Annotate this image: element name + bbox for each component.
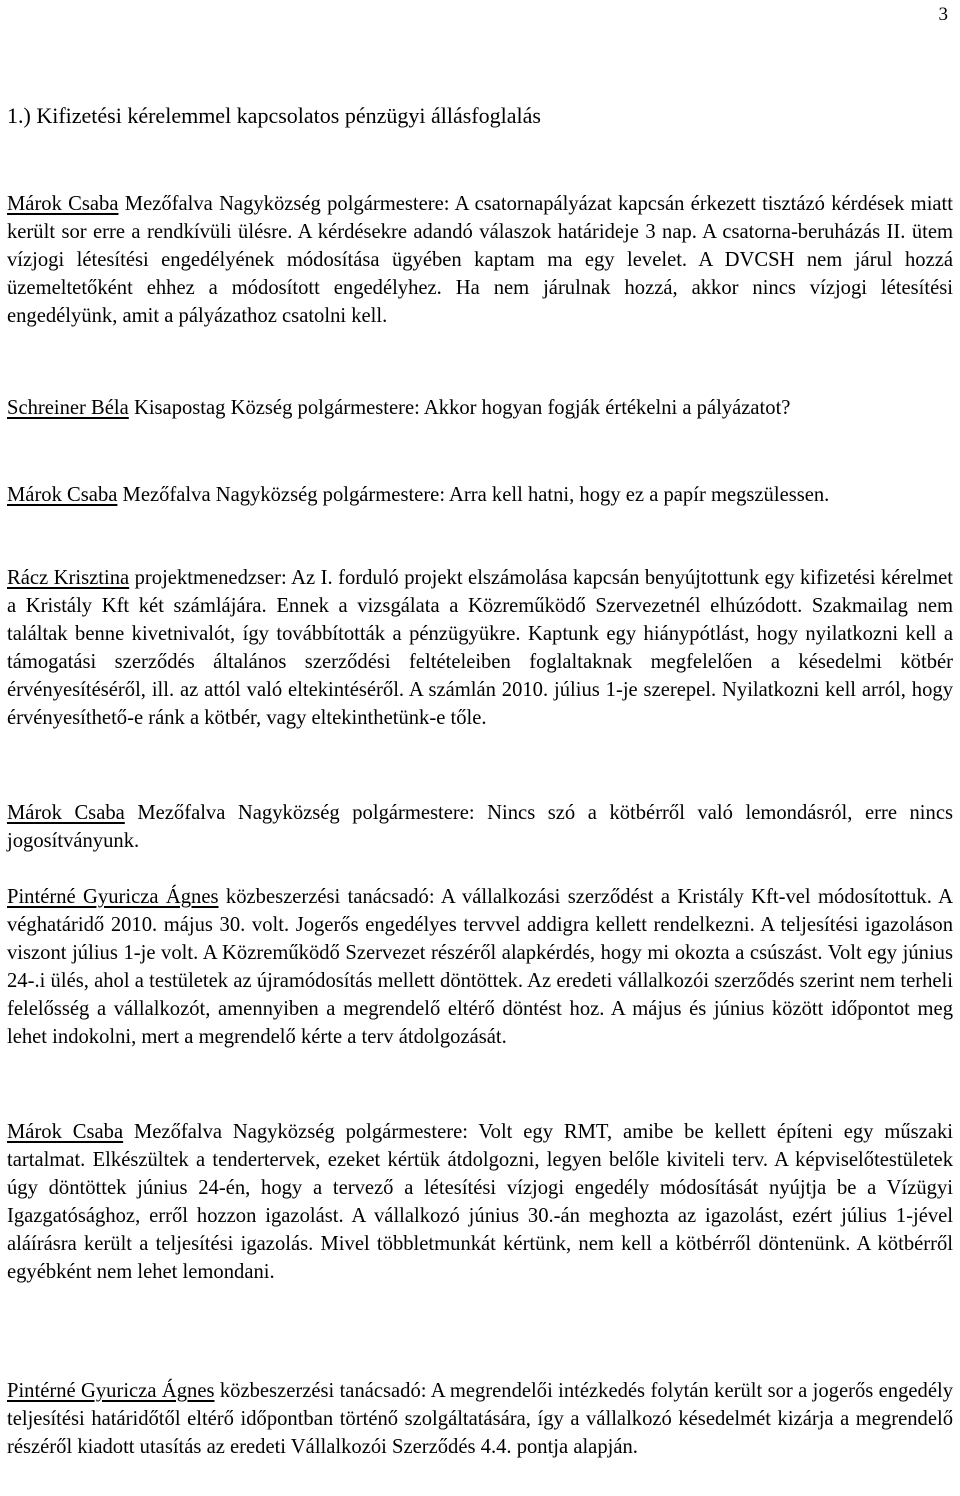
section-title: 1.) Kifizetési kérelemmel kapcsolatos pénzügyi állásfoglalás [7, 103, 541, 128]
paragraph-text: közbeszerzési tanácsadó: A megrendelői intézkedés folytán került sor a jogerős engedély teljesítési határidőtől eltérő időpontban történő szolgáltatására, így a vállalkozó késedelmét kizárja a megrendelő részéről kiadott utasítás az eredeti Vállalkozói Szerződés 4.4. pontja alapján. [7, 1380, 953, 1458]
paragraph [7, 565, 953, 732]
speaker-name: Márok Csaba [7, 1121, 124, 1143]
speaker-name: Márok Csaba [7, 484, 118, 506]
paragraph-text: Mezőfalva Nagyközség polgármestere: Arra kell hatni, hogy ez a papír megszülessen. [117, 484, 830, 506]
paragraph [7, 191, 953, 331]
paragraph-text: közbeszerzési tanácsadó: A vállalkozási szerződést a Kristály Kft-vel módosítottuk. A véghatáridő 2010. május 30. volt. Jogerős engedélyes tervvel addigra kellett rendelkezni. A teljesítési igazoláson viszont július 1-je volt. A Közreműködő Szervezet részéről alapkérdés, hogy mi okozta a csúszást. Volt egy június 24-.i ülés, ahol a testületek az újramódosítás mellett döntöttek. Az eredeti vállalkozói szerződés szerint nem terheli felelősség a vállalkozót, amennyiben a megrendelő eltérő döntést hoz. A május és június között időpontot meg lehet indokolni, mert a megrendelő kérte a terv átdolgozását. [7, 886, 953, 1048]
paragraph [7, 1119, 953, 1286]
speaker-name: Rácz Krisztina [7, 567, 130, 589]
speaker-name: Pintérné Gyuricza Ágnes [7, 886, 219, 908]
paragraph [7, 884, 953, 1051]
paragraph-text: Mezőfalva Nagyközség polgármestere: A csatornapályázat kapcsán érkezett tisztázó kérdések miatt került sor erre a rendkívüli ülésre. A kérdésekre adandó válaszok határideje 3 nap. A csatorna-beruházás II. ütem vízjogi létesítési engedélyének módosítása ügyében kaptam ma egy levelet. A DVCSH nem járul hozzá üzemeltetőként ehhez a módosított engedélyhez. Ha nem járulnak hozzá, akkor nincs vízjogi létesítési engedélyünk, amit a pályázathoz csatolni kell. [7, 193, 953, 327]
page-number: 3 [938, 4, 948, 25]
paragraph-text: Mezőfalva Nagyközség polgármestere: Volt egy RMT, amibe be kellett építeni egy műszaki tartalmat. Elkészültek a tendertervek, ezeket kértük átdolgozni, legyen belőle kiviteli terv. A képviselőtestületek úgy döntöttek június 24-én, hogy a tervező a létesítési vízjogi engedély módosítását nyújtja be a Vízügyi Igazgatósághoz, erről hozzon igazolást. A vállalkozó június 30.-án meghozta az igazolást, ezért július 1-jével aláírásra került a teljesítési igazolás. Mivel többletmunkát kértünk, nem kell a kötbérről döntenünk. A kötbérről egyébként nem lehet lemondani. [7, 1121, 953, 1283]
paragraph-text: Kisapostag Község polgármestere: Akkor hogyan fogják értékelni a pályázatot? [128, 397, 791, 419]
paragraph [7, 800, 953, 856]
paragraph [7, 482, 953, 510]
speaker-name: Pintérné Gyuricza Ágnes [7, 1380, 215, 1402]
speaker-name: Schreiner Béla [7, 397, 129, 419]
paragraph [7, 395, 953, 423]
speaker-name: Márok Csaba [7, 802, 125, 824]
paragraph-text: Mezőfalva Nagyközség polgármestere: Nincs szó a kötbérről való lemondásról, erre nincs jogosítványunk. [7, 802, 953, 852]
paragraph [7, 1378, 953, 1462]
speaker-name: Márok Csaba [7, 193, 119, 215]
paragraph-text: projektmenedzser: Az I. forduló projekt elszámolása kapcsán benyújtottunk egy kifizetési kérelmet a Kristály Kft két számlájára. Ennek a vizsgálata a Közreműködő Szervezetnél elhúzódott. Szakmailag nem találtak benne kivetnivalót, így továbbították a pénzügyükre. Kaptunk egy hiánypótlást, hogy nyilatkozni kell a támogatási szerződés általános szerződési feltételeiben foglaltaknak megfelelően a késedelmi kötbér érvényesítéséről, ill. az attól való eltekintéséről. A számlán 2010. július 1-je szerepel. Nyilatkozni kell arról, hogy érvényesíthető-e ránk a kötbér, vagy eltekinthetünk-e tőle. [7, 567, 953, 729]
